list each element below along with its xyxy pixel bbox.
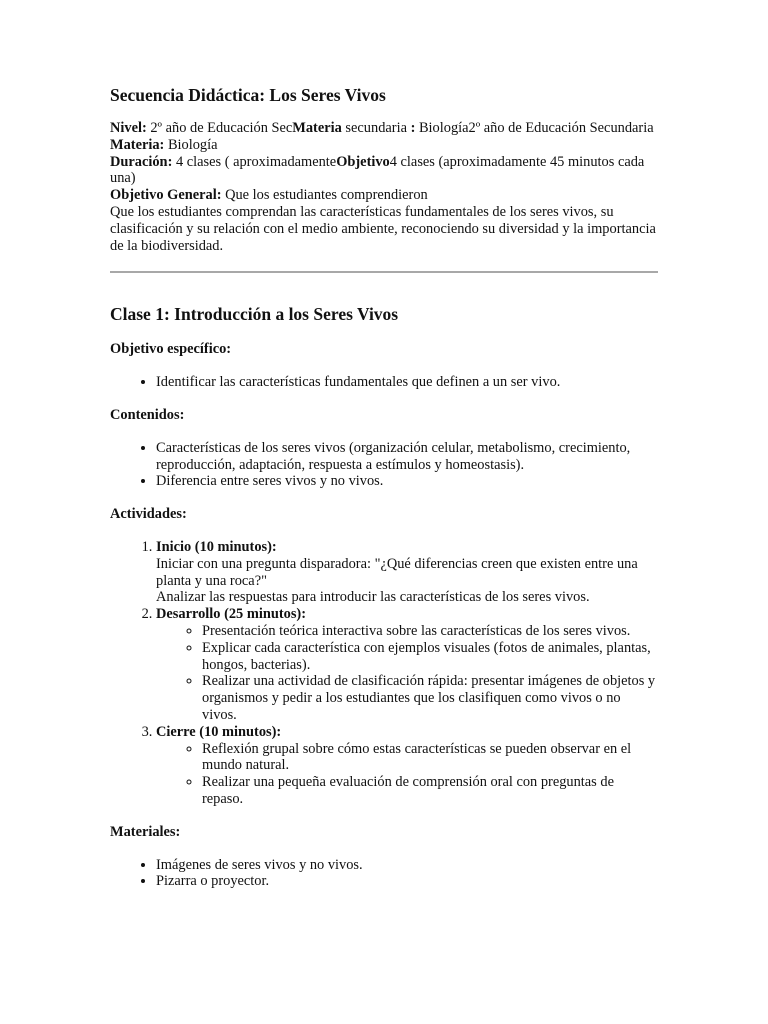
actividad-title: Inicio (10 minutos): [156,538,277,555]
list-item: ◦ Presentación teórica interactiva sobre las características de los seres vivos. [202,623,658,640]
actividad-inicio [156,539,658,606]
nivel-value-a: 2º año de Educación Sec [146,120,293,136]
nivel-value-c: Biología2º año de Educación Secundaria [415,120,654,136]
actividad-title: Cierre (10 minutos): [156,723,282,740]
list-item: • Imágenes de seres vivos y no vivos. [156,857,658,874]
duracion-line [110,154,658,188]
list-item: • Diferencia entre seres vivos y no vivos. [156,473,658,490]
duracion-value-a: 4 clases ( aproximadamente [172,153,337,170]
materia-line [110,137,658,154]
actividades-heading: Actividades: [110,506,187,523]
duracion-label: Duración: [110,153,173,170]
section-divider [110,271,658,273]
actividad-line: Analizar las respuestas para introducir las características de los seres vivos. [156,589,590,606]
list-item: • Identificar las características fundamentales que definen a un ser vivo. [156,374,658,391]
duracion-value-b: 4 clases (aproximadamente 45 minutos cada una) [110,153,645,187]
actividad-desarrollo [156,606,658,724]
materia-value: Biología [164,136,218,153]
contenidos-heading: Contenidos: [110,406,185,423]
objetivo-especifico-heading: Objetivo específico: [110,341,232,358]
desarrollo-sub-list [156,623,658,724]
document-body [110,84,658,906]
objetivo-especifico-list [110,374,658,391]
materiales-list [110,857,658,891]
objetivo-general-text: Que los estudiantes comprendan las características fundamentales de los seres vivos, su clasificación y su relación con el medio ambiente, reconociendo su diversidad y la importancia de la biodiversidad. [110,203,656,254]
cierre-sub-list [156,741,658,808]
contenidos-list [110,440,658,490]
objetivo-general-label: Objetivo General: [110,187,222,204]
list-item: • Características de los seres vivos (organización celular, metabolismo, crecimiento, reproducción, adaptación, respuesta a estímulos y homeostasis). [156,440,658,474]
clase-1-title: Clase 1: Introducción a los Seres Vivos [110,304,399,325]
document-meta [110,120,658,254]
objetivo-general-line [110,187,658,204]
nivel-inline-label: Materia [292,120,342,136]
materia-label: Materia: [110,136,165,153]
nivel-label: Nivel: [110,120,147,136]
duracion-inline-label: Objetivo [336,153,390,170]
list-item: ◦ Reflexión grupal sobre cómo estas características se pueden observar en el mundo natural. [202,741,658,775]
list-item: ◦ Realizar una pequeña evaluación de comprensión oral con preguntas de repaso. [202,774,658,808]
nivel-colon: : [410,120,416,136]
nivel-value-b: secundaria [341,120,411,136]
actividades-list [110,539,658,808]
list-item: ◦ Explicar cada característica con ejemplos visuales (fotos de animales, plantas, hongos, bacterias). [202,640,658,674]
objetivo-general-value: Que los estudiantes comprendieron [221,187,428,204]
list-item: • Pizarra o proyector. [156,873,658,890]
nivel-line [110,120,658,137]
document-title: Secuencia Didáctica: Los Seres Vivos [110,85,386,105]
actividad-line: Iniciar con una pregunta disparadora: "¿Qué diferencias creen que existen entre una planta y una roca?" [156,555,638,589]
list-item: ◦ Realizar una actividad de clasificación rápida: presentar imágenes de objetos y organismos y pedir a los estudiantes que los clasifiquen como vivos o no vivos. [202,673,658,723]
actividad-cierre [156,724,658,808]
materiales-heading: Materiales: [110,823,181,840]
actividad-title: Desarrollo (25 minutos): [156,606,307,623]
